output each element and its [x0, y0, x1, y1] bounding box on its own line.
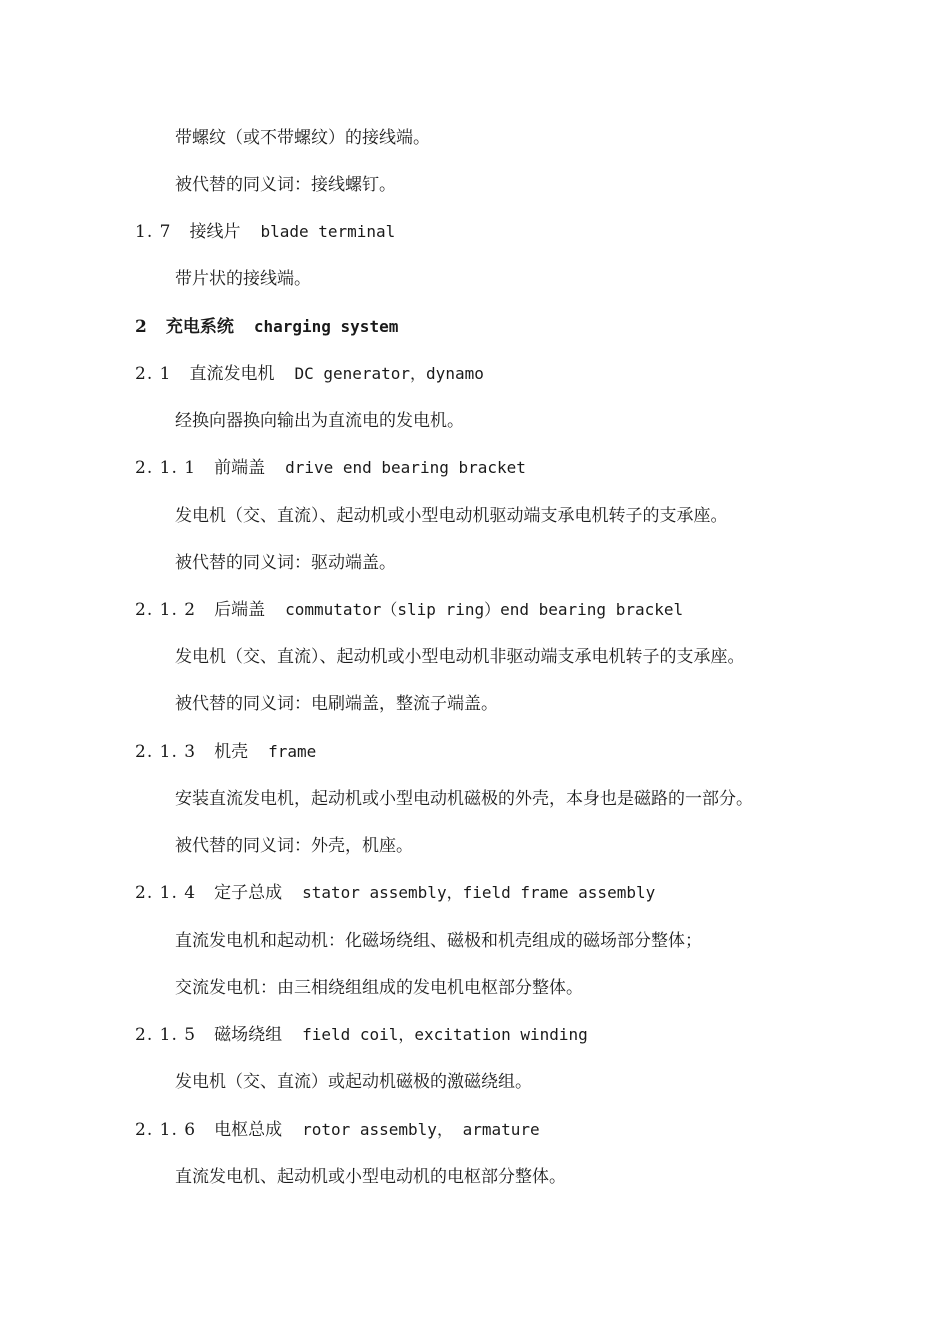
paragraph: 被代替的同义词：电刷端盖，整流子端盖。 [175, 694, 498, 714]
paragraph: 发电机（交、直流）或起动机磁极的激磁绕组。 [175, 1072, 532, 1092]
section-number: 2. 1. 2 [135, 600, 197, 620]
term-english: field coil，excitation winding [302, 1025, 588, 1044]
section-number: 2 [135, 317, 148, 337]
term-english: DC generator，dynamo [294, 364, 484, 383]
section-number: 2. 1. 4 [135, 883, 197, 903]
term-english: commutator（slip ring）end bearing brackel [285, 600, 684, 619]
term-chinese: 机壳 [214, 742, 249, 762]
paragraph: 直流发电机和起动机：化磁场绕组、磁极和机壳组成的磁场部分整体； [175, 931, 702, 951]
paragraph: 安装直流发电机，起动机或小型电动机磁极的外壳，本身也是磁路的一部分。 [175, 789, 753, 809]
section-heading-2-1-4 [135, 882, 655, 904]
paragraph: 带螺纹（或不带螺纹）的接线端。 [175, 128, 430, 148]
term-chinese: 磁场绕组 [214, 1025, 283, 1045]
paragraph: 被代替的同义词：外壳，机座。 [175, 836, 413, 856]
paragraph: 交流发电机：由三相绕组组成的发电机电枢部分整体。 [175, 978, 583, 998]
term-english: drive end bearing bracket [285, 458, 526, 477]
section-heading-2-1-5 [135, 1024, 588, 1046]
paragraph: 直流发电机、起动机或小型电动机的电枢部分整体。 [175, 1167, 566, 1187]
section-number: 2. 1 [135, 364, 172, 384]
paragraph: 被代替的同义词：驱动端盖。 [175, 553, 396, 573]
term-chinese: 充电系统 [165, 317, 234, 337]
term-chinese: 直流发电机 [189, 364, 275, 384]
term-chinese: 定子总成 [214, 883, 283, 903]
paragraph: 经换向器换向输出为直流电的发电机。 [175, 411, 464, 431]
section-number: 2. 1. 1 [135, 458, 197, 478]
section-heading-2-1-2 [135, 599, 683, 621]
term-english: charging system [253, 317, 399, 336]
section-heading-2-1-1 [135, 457, 526, 479]
section-number: 1. 7 [135, 222, 172, 242]
term-english: blade terminal [260, 222, 396, 241]
section-heading-1-7 [135, 221, 395, 243]
term-chinese: 后端盖 [214, 600, 266, 620]
term-english: stator assembly，field frame assembly [302, 883, 656, 902]
section-heading-2-1-3 [135, 741, 316, 763]
term-chinese: 前端盖 [214, 458, 266, 478]
term-english: rotor assembly， armature [302, 1120, 540, 1139]
term-english: frame [268, 742, 317, 761]
section-heading-2-1 [135, 363, 484, 385]
paragraph: 带片状的接线端。 [175, 269, 311, 289]
section-heading-2 [135, 316, 398, 338]
section-number: 2. 1. 5 [135, 1025, 197, 1045]
paragraph: 发电机（交、直流）、起动机或小型电动机驱动端支承电机转子的支承座。 [175, 506, 728, 526]
section-number: 2. 1. 6 [135, 1120, 197, 1140]
term-chinese: 接线片 [189, 222, 241, 242]
paragraph: 被代替的同义词：接线螺钉。 [175, 175, 396, 195]
term-chinese: 电枢总成 [214, 1120, 283, 1140]
paragraph: 发电机（交、直流）、起动机或小型电动机非驱动端支承电机转子的支承座。 [175, 647, 745, 667]
section-number: 2. 1. 3 [135, 742, 197, 762]
section-heading-2-1-6 [135, 1119, 540, 1141]
